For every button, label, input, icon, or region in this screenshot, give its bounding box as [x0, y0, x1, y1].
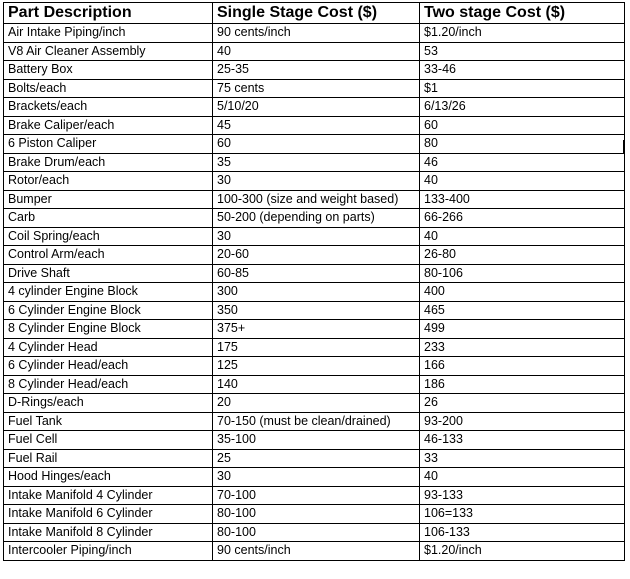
- cell-two-stage-cost: 465: [420, 301, 625, 320]
- cell-two-stage-cost: 33: [420, 449, 625, 468]
- cell-single-stage-cost: 375+: [213, 320, 420, 339]
- cell-single-stage-cost: 175: [213, 338, 420, 357]
- table-row: [4, 209, 625, 228]
- cell-single-stage-cost: 60: [213, 135, 420, 154]
- cell-single-stage-cost: 40: [213, 42, 420, 61]
- cell-part-description: 6 Cylinder Engine Block: [4, 301, 213, 320]
- cell-single-stage-cost: 50-200 (depending on parts): [213, 209, 420, 228]
- cell-part-description: 8 Cylinder Head/each: [4, 375, 213, 394]
- cost-table: [3, 2, 625, 561]
- cost-table-container: [3, 2, 625, 561]
- table-row: [4, 61, 625, 80]
- cell-two-stage-cost: 106=133: [420, 505, 625, 524]
- cell-two-stage-cost: $1.20/inch: [420, 542, 625, 561]
- cell-single-stage-cost: 70-150 (must be clean/drained): [213, 412, 420, 431]
- cell-part-description: Brake Drum/each: [4, 153, 213, 172]
- cell-part-description: Bumper: [4, 190, 213, 209]
- cell-single-stage-cost: 350: [213, 301, 420, 320]
- cell-single-stage-cost: 90 cents/inch: [213, 24, 420, 43]
- table-row: [4, 542, 625, 561]
- cell-part-description: Intake Manifold 6 Cylinder: [4, 505, 213, 524]
- table-row: [4, 449, 625, 468]
- cell-two-stage-cost: 80: [420, 135, 625, 154]
- cell-two-stage-cost: $1: [420, 79, 625, 98]
- cell-part-description: Bolts/each: [4, 79, 213, 98]
- cell-single-stage-cost: 75 cents: [213, 79, 420, 98]
- cell-two-stage-cost: 40: [420, 172, 625, 191]
- cell-part-description: 4 cylinder Engine Block: [4, 283, 213, 302]
- cell-two-stage-cost: 60: [420, 116, 625, 135]
- cell-part-description: 4 Cylinder Head: [4, 338, 213, 357]
- table-row: [4, 24, 625, 43]
- table-row: [4, 190, 625, 209]
- cell-part-description: V8 Air Cleaner Assembly: [4, 42, 213, 61]
- table-row: [4, 79, 625, 98]
- cell-single-stage-cost: 20: [213, 394, 420, 413]
- text-cursor: [623, 140, 624, 153]
- cell-part-description: Control Arm/each: [4, 246, 213, 265]
- cell-part-description: Air Intake Piping/inch: [4, 24, 213, 43]
- table-header-row: [4, 3, 625, 24]
- table-row: [4, 227, 625, 246]
- cell-two-stage-cost: 106-133: [420, 523, 625, 542]
- cell-single-stage-cost: 25: [213, 449, 420, 468]
- cell-single-stage-cost: 80-100: [213, 523, 420, 542]
- cell-two-stage-cost: 40: [420, 468, 625, 487]
- header-two-stage-cost: Two stage Cost ($): [420, 3, 625, 24]
- table-row: [4, 135, 625, 154]
- cell-part-description: Brackets/each: [4, 98, 213, 117]
- cell-part-description: Drive Shaft: [4, 264, 213, 283]
- cell-two-stage-cost: 6/13/26: [420, 98, 625, 117]
- cell-single-stage-cost: 35-100: [213, 431, 420, 450]
- cell-single-stage-cost: 90 cents/inch: [213, 542, 420, 561]
- table-row: [4, 320, 625, 339]
- cell-part-description: Intake Manifold 4 Cylinder: [4, 486, 213, 505]
- table-row: [4, 172, 625, 191]
- table-row: [4, 116, 625, 135]
- cell-single-stage-cost: 30: [213, 227, 420, 246]
- cell-part-description: 6 Piston Caliper: [4, 135, 213, 154]
- cell-part-description: 8 Cylinder Engine Block: [4, 320, 213, 339]
- cell-single-stage-cost: 70-100: [213, 486, 420, 505]
- cell-two-stage-cost: 166: [420, 357, 625, 376]
- cell-single-stage-cost: 100-300 (size and weight based): [213, 190, 420, 209]
- cell-single-stage-cost: 140: [213, 375, 420, 394]
- cell-two-stage-cost: 46: [420, 153, 625, 172]
- cell-part-description: Fuel Rail: [4, 449, 213, 468]
- cell-single-stage-cost: 30: [213, 468, 420, 487]
- cell-single-stage-cost: 25-35: [213, 61, 420, 80]
- cell-part-description: Coil Spring/each: [4, 227, 213, 246]
- cell-single-stage-cost: 300: [213, 283, 420, 302]
- table-row: [4, 412, 625, 431]
- cell-part-description: Intercooler Piping/inch: [4, 542, 213, 561]
- table-row: [4, 264, 625, 283]
- cell-single-stage-cost: 80-100: [213, 505, 420, 524]
- cell-two-stage-cost: 66-266: [420, 209, 625, 228]
- table-row: [4, 42, 625, 61]
- cell-part-description: D-Rings/each: [4, 394, 213, 413]
- cell-two-stage-cost: 93-200: [420, 412, 625, 431]
- table-row: [4, 523, 625, 542]
- cell-two-stage-cost: 80-106: [420, 264, 625, 283]
- table-row: [4, 338, 625, 357]
- cell-single-stage-cost: 125: [213, 357, 420, 376]
- header-part-description: Part Description: [4, 3, 213, 24]
- table-row: [4, 394, 625, 413]
- table-row: [4, 301, 625, 320]
- table-row: [4, 283, 625, 302]
- cell-part-description: Battery Box: [4, 61, 213, 80]
- cell-two-stage-cost: 53: [420, 42, 625, 61]
- cell-two-stage-cost: 499: [420, 320, 625, 339]
- cell-two-stage-cost: 26-80: [420, 246, 625, 265]
- table-row: [4, 486, 625, 505]
- cell-part-description: Carb: [4, 209, 213, 228]
- table-row: [4, 98, 625, 117]
- cell-two-stage-cost: 93-133: [420, 486, 625, 505]
- cell-part-description: Hood Hinges/each: [4, 468, 213, 487]
- cell-single-stage-cost: 35: [213, 153, 420, 172]
- table-row: [4, 375, 625, 394]
- cell-part-description: Brake Caliper/each: [4, 116, 213, 135]
- cell-single-stage-cost: 45: [213, 116, 420, 135]
- cell-part-description: Fuel Cell: [4, 431, 213, 450]
- cell-part-description: Rotor/each: [4, 172, 213, 191]
- header-single-stage-cost: Single Stage Cost ($): [213, 3, 420, 24]
- cell-part-description: Intake Manifold 8 Cylinder: [4, 523, 213, 542]
- cell-two-stage-cost: 26: [420, 394, 625, 413]
- cell-single-stage-cost: 20-60: [213, 246, 420, 265]
- table-row: [4, 357, 625, 376]
- table-row: [4, 505, 625, 524]
- cell-two-stage-cost: 33-46: [420, 61, 625, 80]
- cell-part-description: 6 Cylinder Head/each: [4, 357, 213, 376]
- cell-single-stage-cost: 30: [213, 172, 420, 191]
- cell-two-stage-cost: 46-133: [420, 431, 625, 450]
- table-row: [4, 431, 625, 450]
- table-row: [4, 468, 625, 487]
- cell-two-stage-cost: 400: [420, 283, 625, 302]
- cell-single-stage-cost: 5/10/20: [213, 98, 420, 117]
- cell-two-stage-cost: $1.20/inch: [420, 24, 625, 43]
- cell-two-stage-cost: 233: [420, 338, 625, 357]
- cell-two-stage-cost: 40: [420, 227, 625, 246]
- cell-two-stage-cost: 186: [420, 375, 625, 394]
- table-body: [4, 24, 625, 561]
- cell-part-description: Fuel Tank: [4, 412, 213, 431]
- table-row: [4, 153, 625, 172]
- table-row: [4, 246, 625, 265]
- cell-two-stage-cost: 133-400: [420, 190, 625, 209]
- cell-single-stage-cost: 60-85: [213, 264, 420, 283]
